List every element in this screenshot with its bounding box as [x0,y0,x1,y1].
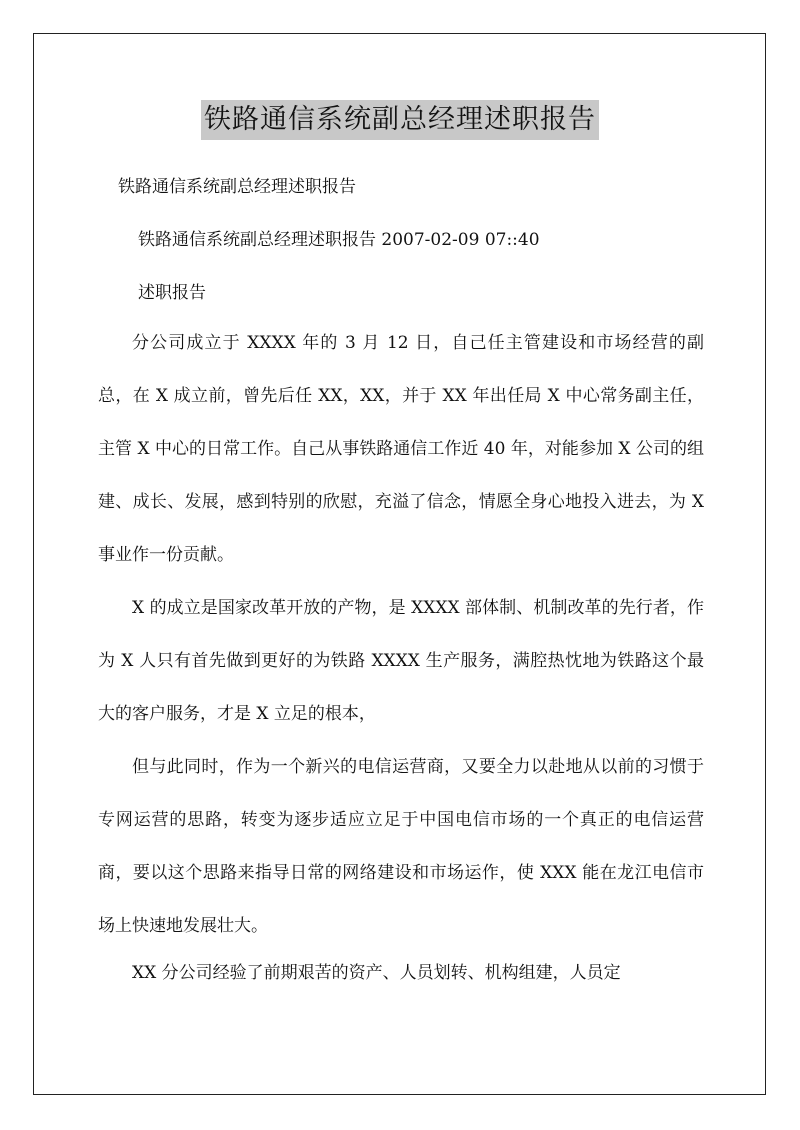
paragraph-1: 分公司成立于 XXXX 年的 3 月 12 日，自己任主管建设和市场经营的副总，在 X 成立前，曾先后任 XX，XX，并于 XX 年出任局 X 中心常务副主任，主管 X 中心的日常工作。自己从事铁路通信工作近 40 年，对能参加 X 公司的组建、成长、发展，感到特别的欣慰，充溢了信念，情愿全身心地投入进去，为 X 事业作一份贡献。 [98,333,704,565]
paragraph-4: XX 分公司经验了前期艰苦的资产、人员划转、机构组建，人员定 [132,963,621,983]
document-subtitle: 铁路通信系统副总经理述职报告 [118,177,356,197]
document-title-text: 铁路通信系统副总经理述职报告 [201,100,599,140]
document-title [0,98,800,140]
paragraph-3: 但与此同时，作为一个新兴的电信运营商，又要全力以赴地从以前的习惯于专网运营的思路，转变为逐步适应立足于中国电信市场的一个真正的电信运营商，要以这个思路来指导日常的网络建设和市场运作，使 XXX 能在龙江电信市场上快速地发展壮大。 [98,757,704,936]
document-meta-line: 铁路通信系统副总经理述职报告 2007-02-09 07::40 [138,230,540,250]
paragraph-2: X 的成立是国家改革开放的产物，是 XXXX 部体制、机制改革的先行者，作为 X 人只有首先做到更好的为铁路 XXXX 生产服务，满腔热忱地为铁路这个最大的客户服务，才是 X 立足的根本， [98,598,704,724]
section-heading: 述职报告 [138,283,206,303]
